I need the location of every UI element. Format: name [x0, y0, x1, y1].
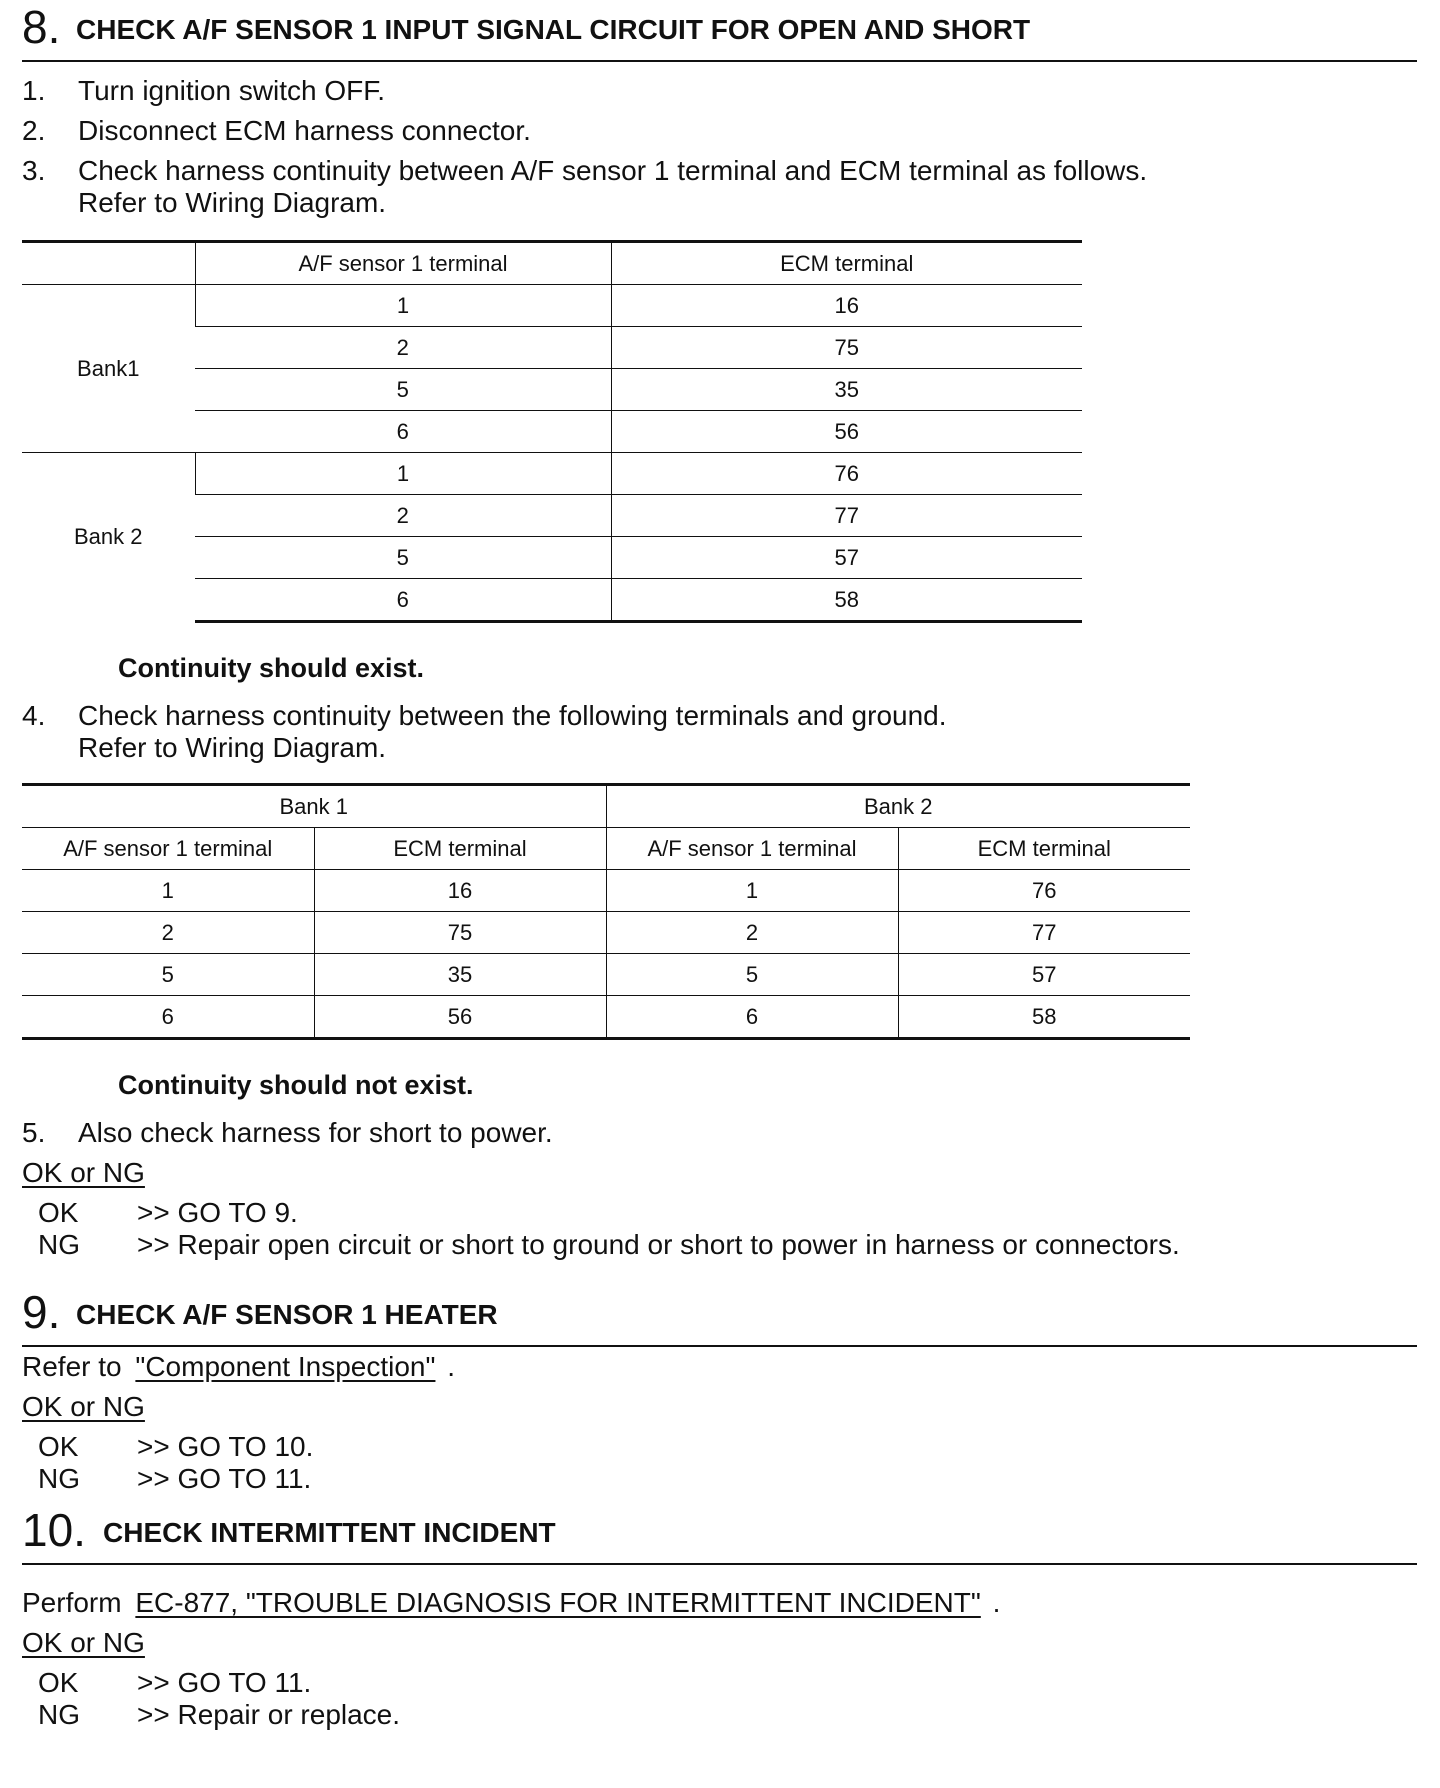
table-cell: 1	[195, 453, 611, 495]
table-cell: 76	[611, 453, 1082, 495]
continuity-table-2	[22, 783, 1190, 1040]
bank-label: Bank1	[22, 285, 195, 453]
table-cell: 76	[898, 870, 1190, 912]
table-cell: 77	[611, 495, 1082, 537]
step-9-title: CHECK A/F SENSOR 1 HEATER	[76, 1299, 498, 1330]
table-cell: 5	[22, 954, 314, 996]
step-9-header	[22, 1285, 1417, 1347]
step-9-refer: Refer to "Component Inspection" .	[22, 1351, 456, 1382]
table-cell: 56	[611, 411, 1082, 453]
table-cell: 58	[898, 996, 1190, 1039]
column-header-row	[22, 828, 1190, 870]
step-10-perform: Perform EC-877, "TROUBLE DIAGNOSIS FOR INTERMITTENT INCIDENT" .	[22, 1587, 1001, 1618]
table-cell: 6	[606, 996, 898, 1039]
table-header-cell: ECM terminal	[314, 828, 606, 870]
bank-label: Bank 2	[22, 453, 195, 622]
table-cell: 6	[195, 579, 611, 622]
table-row	[22, 954, 1190, 996]
table-cell: 35	[611, 369, 1082, 411]
table-row	[22, 285, 1082, 327]
step-10-number: 10.	[22, 1504, 86, 1556]
table-cell: 2	[22, 912, 314, 954]
table-cell: 2	[195, 327, 611, 369]
table-cell: 75	[314, 912, 606, 954]
ok-or-ng-label: OK or NG	[22, 1391, 145, 1422]
table-cell: 56	[314, 996, 606, 1039]
table-cell: 5	[606, 954, 898, 996]
ok-or-ng-label: OK or NG	[22, 1157, 145, 1188]
table-header-cell	[22, 242, 195, 285]
table-cell: 57	[898, 954, 1190, 996]
table-header-cell: ECM terminal	[898, 828, 1190, 870]
table-cell: 1	[195, 285, 611, 327]
table-cell: 77	[898, 912, 1190, 954]
table-cell: 16	[611, 285, 1082, 327]
continuity-note-1: Continuity should exist.	[118, 653, 425, 683]
bank-1-header: Bank 1	[22, 785, 606, 828]
table-cell: 6	[22, 996, 314, 1039]
table-cell: 57	[611, 537, 1082, 579]
table-header-cell: A/F sensor 1 terminal	[22, 828, 314, 870]
table-row	[22, 996, 1190, 1039]
table-row	[22, 453, 1082, 495]
table-cell: 6	[195, 411, 611, 453]
table-cell: 1	[606, 870, 898, 912]
bank-header-row	[22, 785, 1190, 828]
step-10-header	[22, 1503, 1417, 1565]
table-cell: 5	[195, 537, 611, 579]
table-cell: 2	[195, 495, 611, 537]
table-cell: 75	[611, 327, 1082, 369]
continuity-note-2: Continuity should not exist.	[118, 1070, 474, 1100]
table-cell: 35	[314, 954, 606, 996]
table-header-row	[22, 242, 1082, 285]
step-8-title: CHECK A/F SENSOR 1 INPUT SIGNAL CIRCUIT FOR OPEN AND SHORT	[76, 14, 1031, 45]
table-cell: 2	[606, 912, 898, 954]
table-cell: 1	[22, 870, 314, 912]
table-row	[22, 870, 1190, 912]
intermittent-incident-link[interactable]: EC-877, "TROUBLE DIAGNOSIS FOR INTERMITTENT INCIDENT"	[135, 1587, 981, 1618]
component-inspection-link[interactable]: "Component Inspection"	[135, 1351, 436, 1382]
step-8-number: 8.	[22, 1, 61, 53]
bank-2-header: Bank 2	[606, 785, 1190, 828]
step-9-number: 9.	[22, 1286, 61, 1338]
table-row	[22, 912, 1190, 954]
table-cell: 58	[611, 579, 1082, 622]
step-8-header	[22, 0, 1417, 62]
ok-or-ng-label: OK or NG	[22, 1627, 145, 1658]
step-10-title: CHECK INTERMITTENT INCIDENT	[103, 1517, 556, 1548]
table-header-cell: A/F sensor 1 terminal	[606, 828, 898, 870]
table-cell: 16	[314, 870, 606, 912]
table-header-cell: ECM terminal	[611, 242, 1082, 285]
table-cell: 5	[195, 369, 611, 411]
table-header-cell: A/F sensor 1 terminal	[195, 242, 611, 285]
continuity-table-1	[22, 240, 1082, 623]
